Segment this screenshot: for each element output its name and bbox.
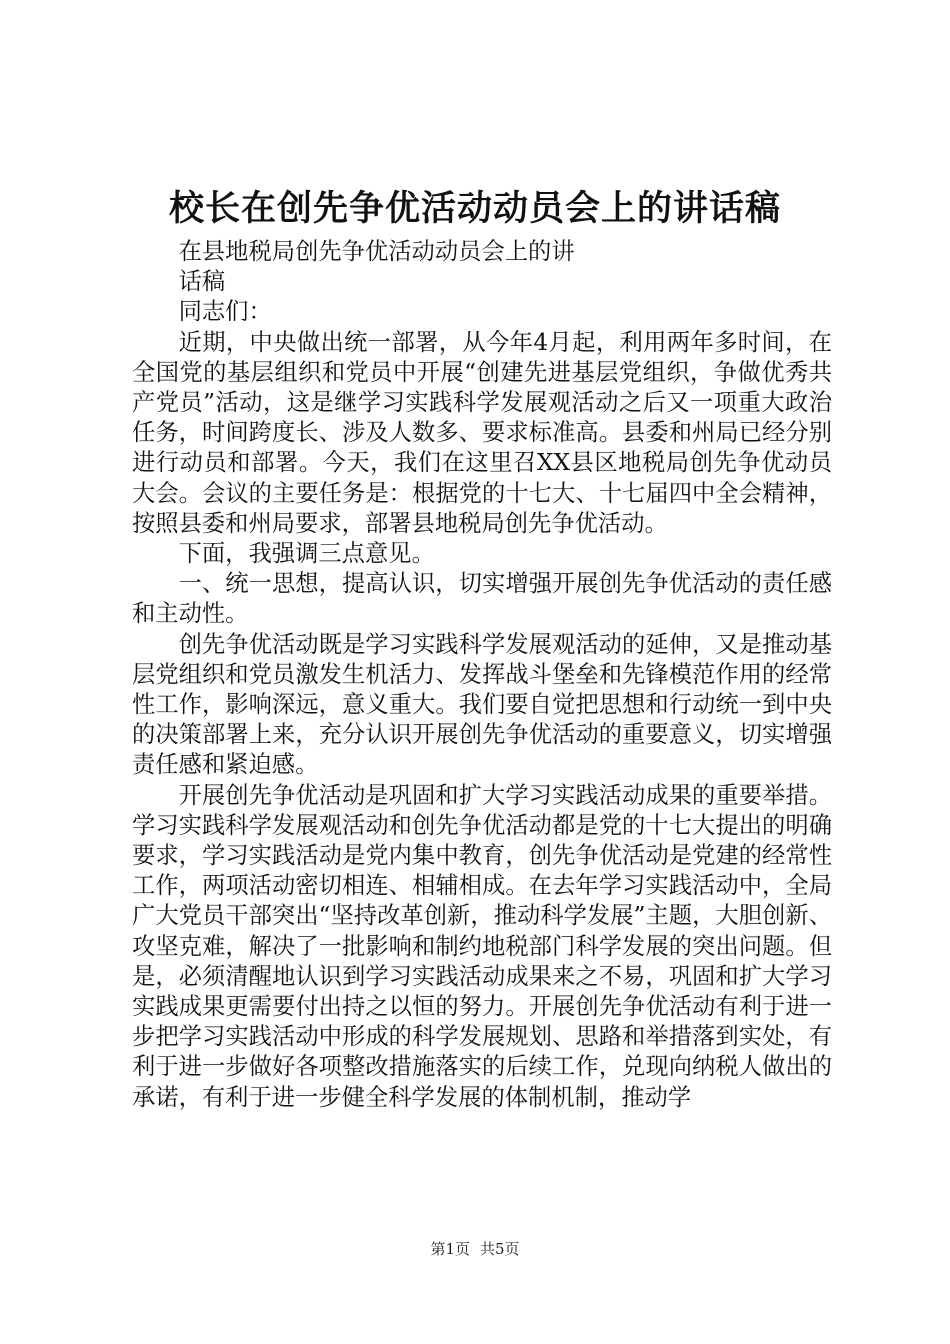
document-body (132, 237, 832, 1113)
paragraph-section-1-detail: 开展创先争优活动是巩固和扩大学习实践活动成果的重要举措。学习实践科学发展观活动和创先争优活动都是党的十七大提出的明确要求，学习实践活动是党内集中教育，创先争优活动是党建的经常性工作，两项活动密切相连、相辅相成。在去年学习实践活动中，全局广大党员干部突出“坚持改革创新，推动科学发展”主题，大胆创新、攻坚克难，解决了一批影响和制约地税部门科学发展的突出问题。但是，必须清醒地认识到学习实践活动成果来之不易，巩固和扩大学习实践成果更需要付出持之以恒的努力。开展创先争优活动有利于进一步把学习实践活动中形成的科学发展规划、思路和举措落到实处，有利于进一步做好各项整改措施落实的后续工作，兑现向纳税人做出的承诺，有利于进一步健全科学发展的体制机制，推动学 (132, 781, 832, 1111)
paragraph-transition: 下面，我强调三点意见。 (178, 540, 435, 568)
page-total: 共5页 (480, 1240, 520, 1258)
paragraph-intro: 近期，中央做出统一部署，从今年4月起，利用两年多时间，在全国党的基层组织和党员中开展“创建先进基层党组织，争做优秀共产党员”活动，这是继学习实践科学发展观活动之后又一项重大政治任务，时间跨度长、涉及人数多、要求标准高。县委和州局已经分别进行动员和部署。今天，我们在这里召XX县区地税局创先争优动员大会。会议的主要任务是：根据党的十七大、十七届四中全会精神，按照县委和州局要求，部署县地税局创先争优活动。 (132, 328, 832, 537)
paragraph-section-1: 创先争优活动既是学习实践科学发展观活动的延伸，又是推动基层党组织和党员激发生机活力、发挥战斗堡垒和先锋模范作用的经常性工作，影响深远，意义重大。我们要自觉把思想和行动统一到中央的决策部署上来，充分认识开展创先争优活动的重要意义，切实增强责任感和紧迫感。 (132, 630, 832, 779)
subtitle-line-1: 在县地税局创先争优活动动员会上的讲 (178, 238, 575, 265)
page-number: 第1页 (430, 1240, 470, 1258)
document-title: 校长在创先争优活动动员会上的讲话稿 (168, 189, 781, 229)
subtitle-line-2: 话稿 (178, 268, 226, 296)
salutation: 同志们： (178, 298, 272, 326)
page-footer (0, 1238, 950, 1260)
section-heading-1: 一、统一思想，提高认识，切实增强开展创先争优活动的责任感和主动性。 (132, 570, 832, 628)
